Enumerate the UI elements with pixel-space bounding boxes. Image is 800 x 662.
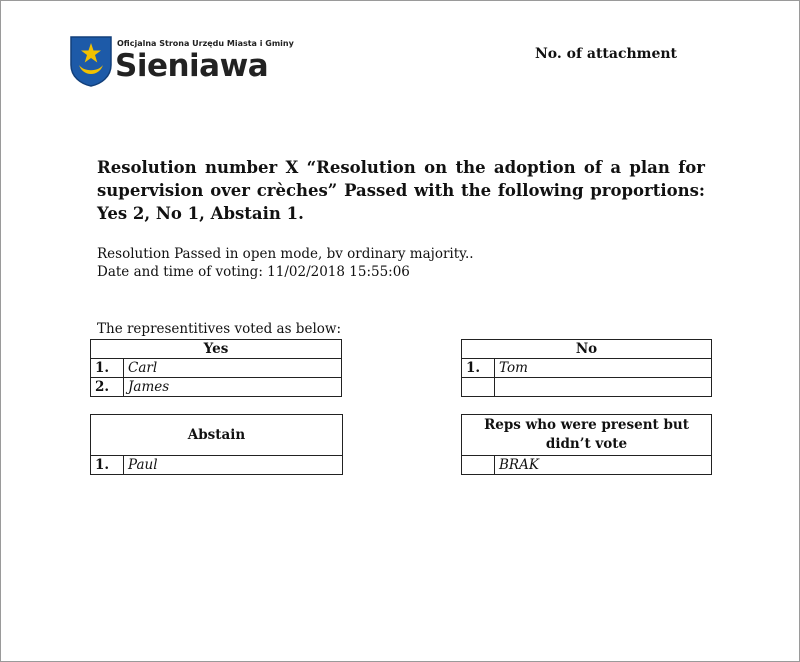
voting-info (97, 245, 474, 281)
logo-name: Sieniawa (115, 48, 269, 84)
rep-name: BRAK (495, 456, 712, 475)
voting-datetime-text: Date and time of voting: 11/02/2018 15:55:06 (97, 264, 410, 280)
abstain-votes-table (90, 414, 343, 475)
table-row (462, 359, 712, 378)
row-number: 1. (462, 359, 495, 378)
votes-intro-label: The representitives voted as below: (97, 321, 341, 337)
table-row (91, 378, 342, 397)
no-votes-table (461, 339, 712, 397)
table-header: Yes (91, 340, 342, 359)
table-row (91, 456, 343, 475)
row-number: 1. (91, 456, 124, 475)
resolution-heading: Resolution number X “Resolution on the adoption of a plan for supervision over crèches” Passed with the following proportions: Yes 2, No 1, Abstain 1. (97, 158, 705, 223)
row-number (462, 456, 495, 475)
sieniawa-logo (69, 35, 294, 89)
rep-name: Paul (124, 456, 343, 475)
rep-name: Carl (124, 359, 342, 378)
present-not-voting-table (461, 414, 712, 475)
table-row (91, 359, 342, 378)
attachment-number-label: No. of attachment (535, 46, 678, 62)
row-number: 1. (91, 359, 124, 378)
table-header: Abstain (91, 415, 343, 456)
yes-votes-table (90, 339, 342, 397)
table-header: Reps who were present but didn’t vote (462, 415, 712, 456)
row-number (462, 378, 495, 397)
table-row (462, 456, 712, 475)
table-header: No (462, 340, 712, 359)
logo-tagline: Oficjalna Strona Urzędu Miasta i Gminy (117, 39, 294, 48)
row-number: 2. (91, 378, 124, 397)
table-row (462, 378, 712, 397)
rep-name (495, 378, 712, 397)
coat-of-arms-icon (69, 35, 113, 87)
rep-name: James (124, 378, 342, 397)
rep-name: Tom (495, 359, 712, 378)
voting-mode-text: Resolution Passed in open mode, bv ordinary majority.. (97, 246, 474, 262)
